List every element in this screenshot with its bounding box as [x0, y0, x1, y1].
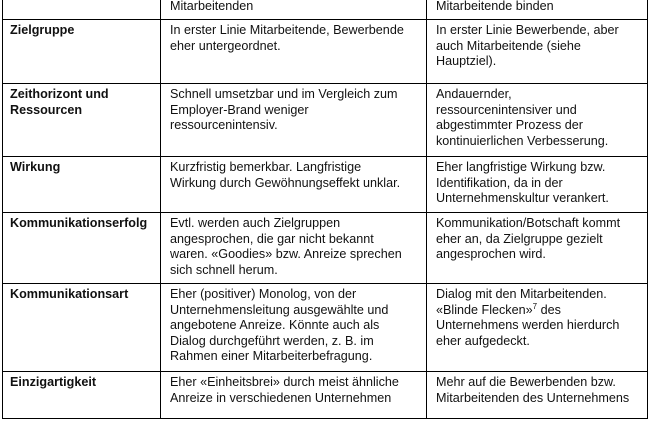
table-row: [3, 213, 648, 284]
row-label-cell: Einzigartigkeit: [3, 372, 161, 419]
column-2-cell: Mitarbeitenden: [161, 0, 427, 20]
column-2-cell: Schnell umsetzbar und im Vergleich zum Employer-Brand weniger ressourcenintensiv.: [161, 84, 427, 157]
footnote-marker: 7: [532, 301, 538, 311]
row-label-cell: Zeithorizont und Ressourcen: [3, 84, 161, 157]
row-label-cell: Kommunikationsart: [3, 284, 161, 372]
column-3-cell: Eher langfristige Wirkung bzw. Identifikation, da in der Unternehmenskultur verankert.: [427, 157, 648, 213]
column-3-cell: Mehr auf die Bewerbenden bzw. Mitarbeitenden des Unternehmens: [427, 372, 648, 419]
column-3-cell: In erster Linie Bewerbende, aber auch Mitarbeitende (siehe Hauptziel).: [427, 20, 648, 84]
column-2-cell: Evtl. werden auch Zielgruppen angesprochen, die gar nicht bekannt waren. «Goodies» bzw. Anreize sprechen sich schnell herum.: [161, 213, 427, 284]
cell-text: Dialog mit den Mitarbeitenden. «Blinde Flecken»: [436, 287, 607, 317]
table-row: [3, 20, 648, 84]
column-2-cell: Eher (positiver) Monolog, von der Unternehmensleitung ausgewählte und angebotene Anreize. Könnte auch als Dialog durchgeführt werden, z. B. im Rahmen einer Mitarbeiterbefragung.: [161, 284, 427, 372]
table-row: [3, 84, 648, 157]
column-2-cell: In erster Linie Mitarbeitende, Bewerbende eher untergeordnet.: [161, 20, 427, 84]
column-3-cell: Kommunikation/Botschaft kommt eher an, da Zielgruppe gezielt angesprochen wird.: [427, 213, 648, 284]
table-row: [3, 372, 648, 419]
row-label-cell: Zielgruppe: [3, 20, 161, 84]
row-label-cell: Kommunikationserfolg: [3, 213, 161, 284]
column-3-cell: [427, 284, 648, 372]
row-label-cell: Wirkung: [3, 157, 161, 213]
comparison-table: [2, 0, 648, 419]
column-2-cell: Eher «Einheitsbrei» durch meist ähnliche Anreize in verschiedenen Unternehmen: [161, 372, 427, 419]
table-row: [3, 284, 648, 372]
row-label-cell: [3, 0, 161, 20]
column-2-cell: Kurzfristig bemerkbar. Langfristige Wirkung durch Gewöhnungseffekt unklar.: [161, 157, 427, 213]
column-3-cell: Andauernder, ressourcenintensiver und abgestimmter Prozess der kontinuierlichen Verbesserung.: [427, 84, 648, 157]
table-row: [3, 0, 648, 20]
cell-text: des Unternehmens werden hierdurch eher aufgedeckt.: [436, 302, 620, 348]
table-row: [3, 157, 648, 213]
column-3-cell: Mitarbeitende binden: [427, 0, 648, 20]
